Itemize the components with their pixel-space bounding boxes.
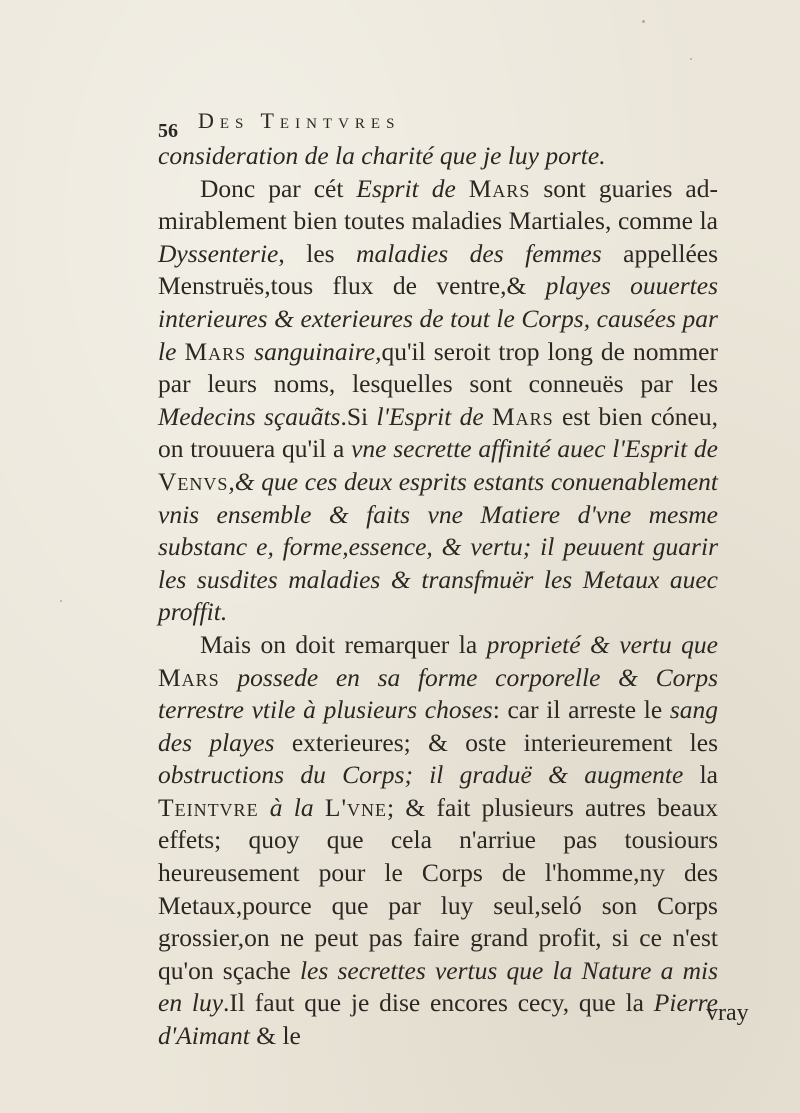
text-run: exterieures; & oste interieurement les	[274, 727, 719, 757]
text-run: possede en sa forme corporelle & Corps terrestre vtile à plusieurs choses	[158, 662, 718, 725]
text-run: ,& que ces deux esprits estants conuenablement vnis ensemble & faits vne Matiere d'vne mesme substanc e, forme,essence, & vertu; il peuuent guarir les susdites maladies & transfmuër les Metaux auec proffit.	[158, 466, 718, 627]
paragraph	[158, 629, 718, 1053]
text-run: appellées Menstruës,tous flux de ventre,&	[158, 238, 719, 301]
text-run: Dyssenterie	[158, 238, 279, 268]
text-run: Medecins sçauãts	[158, 401, 341, 431]
text-run: Venvs	[158, 466, 229, 496]
text-run: Esprit de	[356, 173, 469, 203]
text-run: sanguinaire,	[246, 336, 382, 366]
text-run: consideration de la charité que je luy porte.	[158, 141, 606, 170]
text-run: proprieté & vertu que	[486, 629, 718, 659]
paper-speck	[60, 600, 62, 602]
text-run: qu'il seroit trop long de nommer par leurs noms, lesquelles sont conneuës par les	[158, 336, 718, 399]
text-run: obstructions du Corps; il graduë & augmente	[158, 760, 684, 790]
text-run: & le	[249, 1021, 301, 1051]
text-run: sang des playes	[158, 695, 718, 757]
running-head-title: Des Teintvres	[198, 108, 401, 133]
page-number: 56	[158, 120, 178, 142]
paper-speck	[690, 58, 692, 60]
text-run: Teintvre	[158, 792, 259, 822]
body-text	[158, 140, 718, 1053]
text-run: Donc par cét	[200, 173, 357, 203]
text-run: , les	[278, 238, 357, 268]
text-run: Pierre d'Aimant	[158, 988, 718, 1051]
text-run: ; & fait plusieurs autres beaux effets; quoy que cela n'arriue pas tousiours heureusement pour le Corps de l'homme,ny des Metaux,pource que par luy seul,seló son Corps grossier,on ne peut pas faire grand profit, si ce n'est qu'on sçache	[158, 792, 718, 985]
catchword: vray	[706, 1000, 749, 1026]
text-run: Mars	[158, 662, 220, 692]
text-run: : car il arreste le	[492, 695, 670, 725]
paragraph	[158, 173, 718, 629]
text-run: L'vne	[324, 792, 388, 822]
text-run: la	[683, 760, 718, 790]
text-run: playes ouuertes interieures & exterieures de tout le Corps, causées par le	[158, 271, 719, 366]
text-run: .Si	[340, 401, 377, 431]
text-run: l'Esprit de	[376, 401, 492, 431]
text-run: vne secrette affinité auec l'Esprit de	[351, 434, 718, 464]
text-run: Mars	[468, 173, 531, 203]
text-run: est bien cóneu, on trouuera qu'il a	[158, 401, 718, 464]
text-run: Mars	[184, 336, 247, 366]
text-run: Mars	[491, 401, 554, 431]
text-run: Mais on doit remarquer la	[200, 629, 487, 659]
text-run: à la	[258, 792, 325, 822]
text-run: .Il faut que je dise encores cecy, que la	[223, 988, 654, 1018]
text-run: maladies des femmes	[356, 238, 602, 268]
text-run: les secrettes vertus que la Nature a mis en luy	[158, 955, 718, 1018]
text-run: sont guaries admirablement bien toutes maladies Martiales, comme la	[158, 173, 718, 236]
paper-speck	[642, 20, 645, 23]
paragraph	[158, 140, 718, 173]
